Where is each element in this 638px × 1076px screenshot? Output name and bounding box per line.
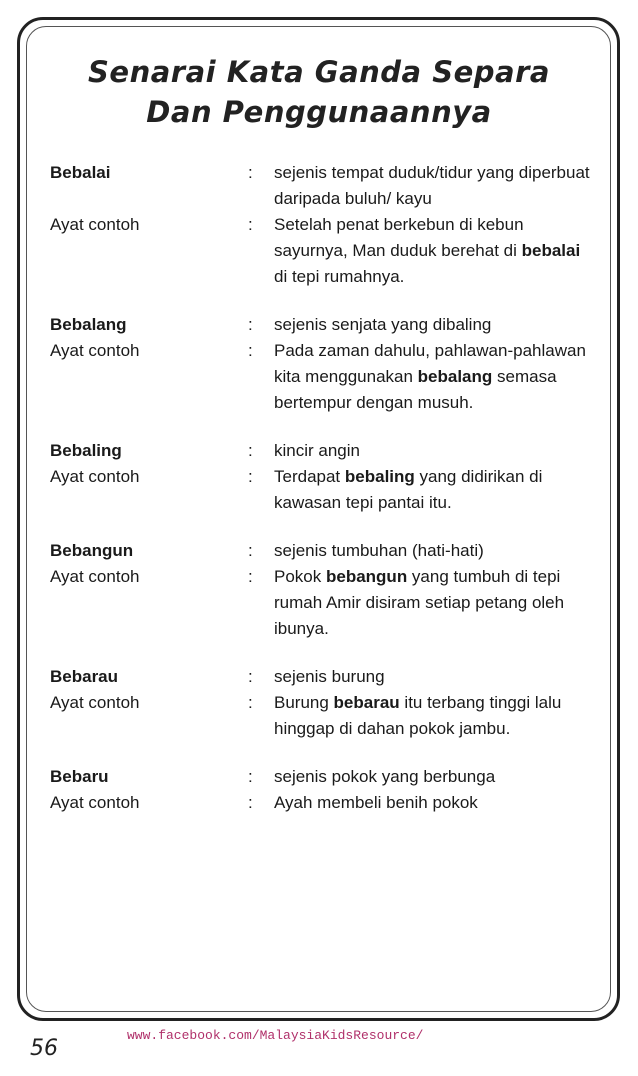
word-term: Bebalai — [50, 163, 111, 182]
word-entry — [50, 764, 590, 816]
meaning-row — [50, 664, 590, 690]
example-label: Ayat contoh — [50, 341, 140, 360]
word-meaning: sejenis pokok yang berbunga — [274, 767, 496, 786]
colon: : — [248, 341, 253, 360]
colon: : — [248, 467, 253, 486]
meaning-row — [50, 312, 590, 338]
footer-url[interactable]: www.facebook.com/MalaysiaKidsResource/ — [127, 1028, 424, 1043]
page-title — [30, 52, 608, 132]
colon: : — [248, 793, 253, 812]
example-row — [50, 790, 590, 816]
colon: : — [248, 163, 253, 182]
example-highlight-word: bebaling — [344, 467, 415, 486]
page-number: 56 — [30, 1036, 58, 1061]
example-text-after: yang tumbuh di tepi rumah Amir disiram setiap petang oleh ibunya. — [274, 567, 565, 638]
example-row — [50, 690, 590, 742]
example-text-after: semasa bertempur dengan musuh. — [274, 367, 557, 412]
example-row — [50, 212, 590, 290]
word-term: Bebaru — [50, 767, 109, 786]
word-term: Bebangun — [50, 541, 134, 560]
example-sentence — [274, 564, 590, 642]
example-label: Ayat contoh — [50, 693, 140, 712]
word-meaning: sejenis tumbuhan (hati-hati) — [274, 541, 484, 560]
colon: : — [248, 315, 253, 334]
word-entry — [50, 538, 590, 642]
example-text-before: Ayah membeli benih pokok — [274, 793, 478, 812]
example-highlight-word: bebalai — [521, 241, 581, 260]
meaning-row — [50, 538, 590, 564]
word-term: Bebalang — [50, 315, 127, 334]
word-entry — [50, 438, 590, 516]
example-text-before: Burung — [274, 693, 334, 712]
example-text-after: di tepi rumahnya. — [274, 267, 405, 286]
word-list — [50, 160, 590, 838]
word-entry — [50, 160, 590, 290]
example-label: Ayat contoh — [50, 467, 140, 486]
example-text-after: yang didirikan di kawasan tepi pantai itu. — [274, 467, 543, 512]
example-highlight-word: bebangun — [325, 567, 408, 586]
meaning-row — [50, 160, 590, 212]
colon: : — [248, 567, 253, 586]
title-line-1: Senarai Kata Ganda Separa — [88, 55, 550, 89]
colon: : — [248, 441, 253, 460]
title-line-2: Dan Penggunaannya — [146, 95, 492, 129]
meaning-row — [50, 438, 590, 464]
example-text-after: itu terbang tinggi lalu hinggap di dahan pokok jambu. — [274, 693, 562, 738]
example-label: Ayat contoh — [50, 215, 140, 234]
word-meaning: sejenis senjata yang dibaling — [274, 315, 492, 334]
example-row — [50, 338, 590, 416]
word-term: Bebaling — [50, 441, 122, 460]
example-text-before: Terdapat — [274, 467, 345, 486]
colon: : — [248, 693, 253, 712]
meaning-row — [50, 764, 590, 790]
word-meaning: sejenis burung — [274, 667, 385, 686]
example-label: Ayat contoh — [50, 793, 140, 812]
colon: : — [248, 215, 253, 234]
example-row — [50, 464, 590, 516]
example-highlight-word: bebarau — [333, 693, 400, 712]
example-sentence — [274, 464, 590, 516]
example-sentence — [274, 338, 590, 416]
colon: : — [248, 541, 253, 560]
colon: : — [248, 767, 253, 786]
example-sentence — [274, 790, 590, 816]
example-sentence — [274, 690, 590, 742]
word-entry — [50, 664, 590, 742]
example-highlight-word: bebalang — [417, 367, 493, 386]
colon: : — [248, 667, 253, 686]
word-meaning: sejenis tempat duduk/tidur yang diperbuat daripada buluh/ kayu — [274, 163, 590, 208]
example-sentence — [274, 212, 590, 290]
word-meaning: kincir angin — [274, 441, 360, 460]
example-text-before: Setelah penat berkebun di kebun sayurnya, Man duduk berehat di — [274, 215, 524, 260]
example-text-before: Pokok — [274, 567, 326, 586]
example-text-before: Pada zaman dahulu, pahlawan-pahlawan kita menggunakan — [274, 341, 586, 386]
word-entry — [50, 312, 590, 416]
word-term: Bebarau — [50, 667, 119, 686]
example-label: Ayat contoh — [50, 567, 140, 586]
example-row — [50, 564, 590, 642]
